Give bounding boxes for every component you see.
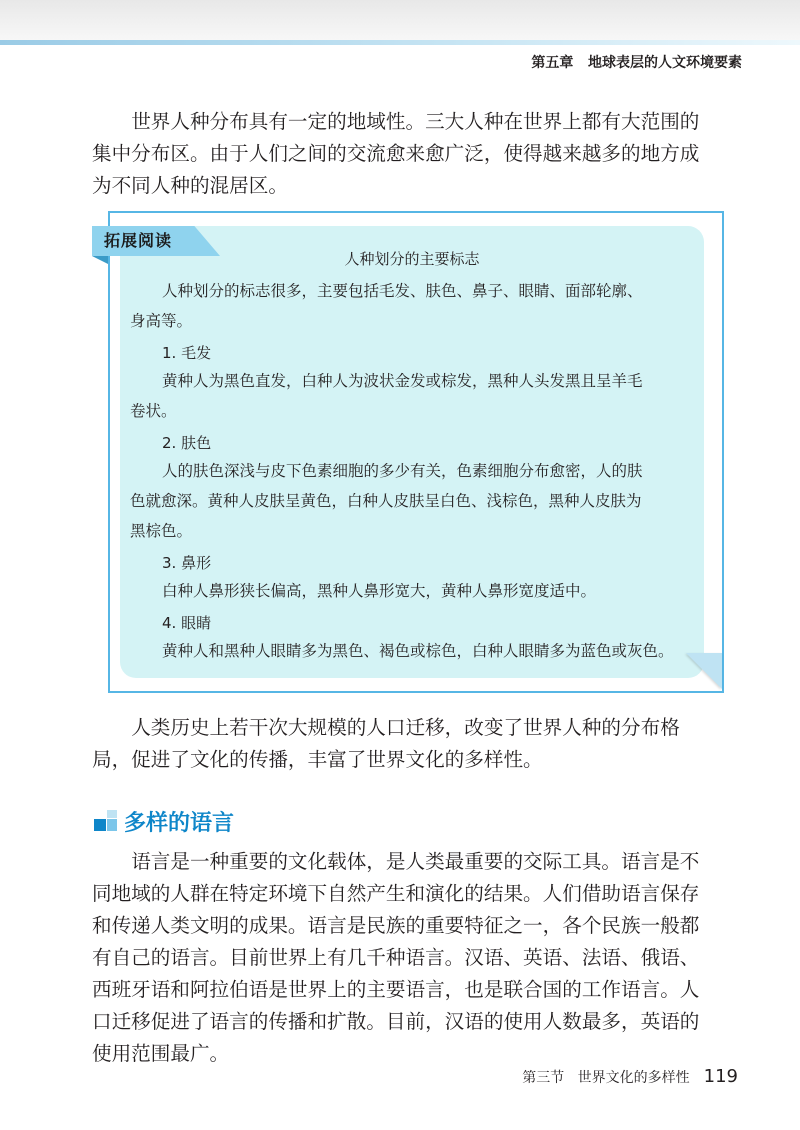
intro-paragraph: 世界人种分布具有一定的地域性。三大人种在世界上都有大范围的集中分布区。由于人们之间的交流愈来愈广泛，使得越来越多的地方成为不同人种的混居区。 <box>92 110 700 197</box>
reading-box-intro-line: 人种划分的标志很多，主要包括毛发、肤色、鼻子、眼睛、面部轮廓、 <box>162 282 643 300</box>
page-number: 119 <box>703 1066 738 1087</box>
reading-box-intro-line: 身高等。 <box>130 312 193 330</box>
header-rule <box>0 40 800 45</box>
footer <box>522 1066 738 1087</box>
section-squares-icon <box>94 810 118 832</box>
section-title: 多样的语言 <box>124 811 235 836</box>
footer-section-label: 第三节 <box>522 1070 565 1086</box>
item-text-line: 黄种人和黑种人眼睛多为黑色、褐色或棕色，白种人眼睛多为蓝色或灰色。 <box>162 642 674 660</box>
item-text-line: 卷状。 <box>130 402 177 420</box>
chapter-number: 第五章 <box>531 55 574 71</box>
footer-section-title: 世界文化的多样性 <box>577 1070 690 1086</box>
reading-box-tab-fold <box>92 256 108 264</box>
item-heading-hair: 1. 毛发 <box>162 344 212 362</box>
language-paragraph: 语言是一种重要的文化载体，是人类最重要的交际工具。语言是不同地域的人群在特定环境下自然产生和演化的结果。人们借助语言保存和传递人类文明的成果。语言是民族的重要特征之一，各个民族一般都有自己的语言。目前世界上有几千种语言。汉语、英语、法语、俄语、西班牙语和阿拉伯语是世界上的主要语言，也是联合国的工作语言。人口迁移促进了语言的传播和扩散。目前，汉语的使用人数最多，英语的使用范围最广。 <box>92 850 700 1065</box>
item-heading-eyes: 4. 眼睛 <box>162 614 212 632</box>
item-text-line: 黑棕色。 <box>130 522 193 540</box>
item-text-line: 色就愈深。黄种人皮肤呈黄色，白种人皮肤呈白色、浅棕色，黑种人皮肤为 <box>130 492 642 510</box>
item-text-line: 白种人鼻形狭长偏高，黑种人鼻形宽大，黄种人鼻形宽度适中。 <box>162 582 597 600</box>
chapter-title: 地球表层的人文环境要素 <box>588 55 742 71</box>
reading-box-tab-label: 拓展阅读 <box>104 231 173 250</box>
item-heading-nose: 3. 鼻形 <box>162 554 212 572</box>
top-bar <box>0 0 800 40</box>
reading-box-title: 人种划分的主要标志 <box>344 250 480 268</box>
item-text-line: 黄种人为黑色直发，白种人为波状金发或棕发，黑种人头发黑且呈羊毛 <box>162 372 643 390</box>
chapter-header <box>531 52 742 72</box>
item-heading-skin: 2. 肤色 <box>162 434 212 452</box>
migration-paragraph: 人类历史上若干次大规模的人口迁移，改变了世界人种的分布格局，促进了文化的传播，丰富了世界文化的多样性。 <box>92 716 680 771</box>
item-text-line: 人的肤色深浅与皮下色素细胞的多少有关，色素细胞分布愈密，人的肤 <box>162 462 643 480</box>
